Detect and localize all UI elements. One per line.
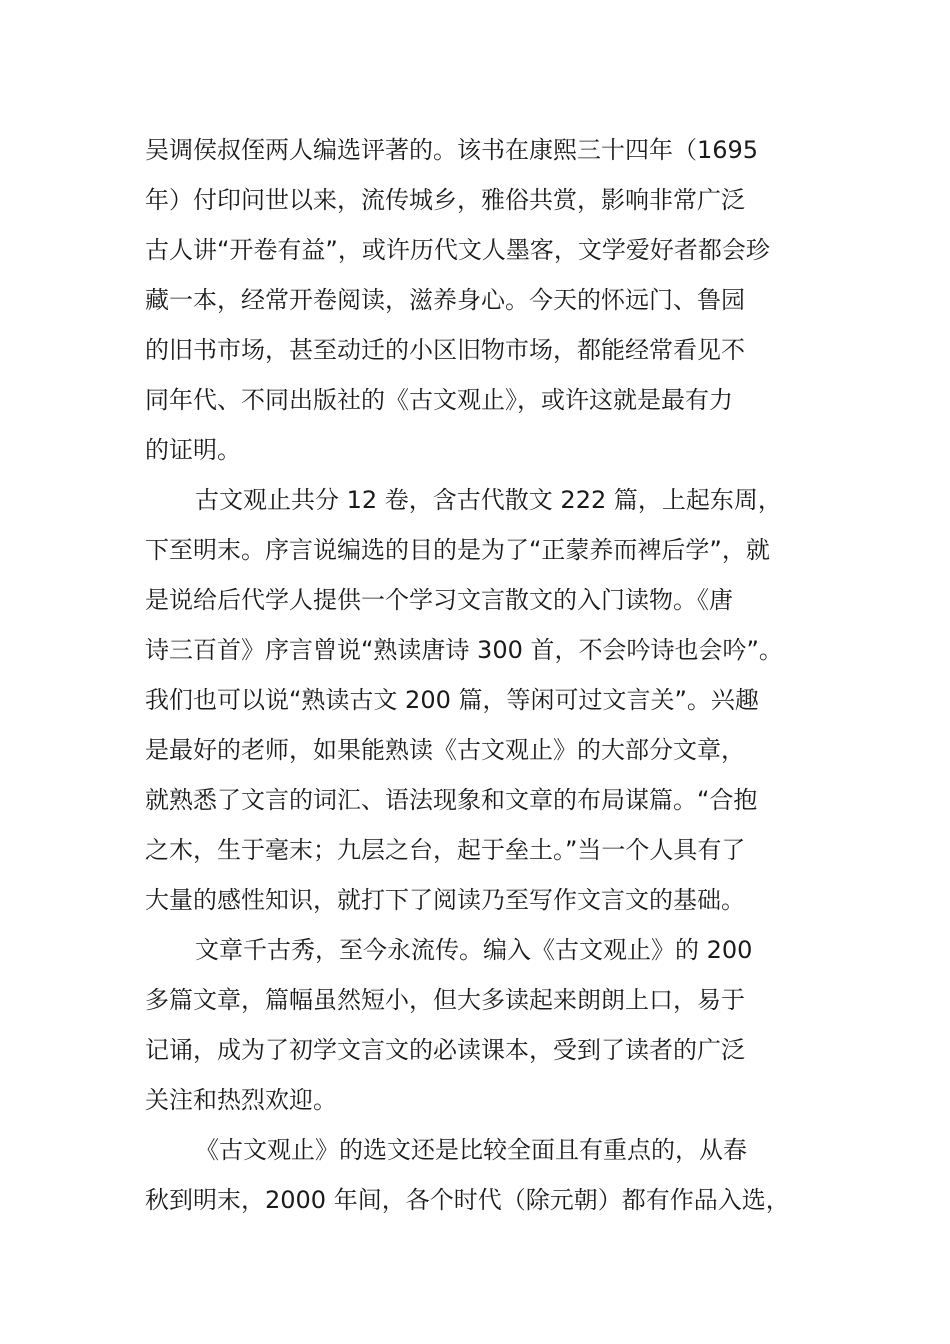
text-line: 秋到明末，2000 年间，各个时代（除元朝）都有作品入选， (145, 1186, 790, 1214)
text-line: 记诵，成为了初学文言文的必读课本，受到了读者的广泛 (145, 1036, 745, 1064)
text-line: 诗三百首》序言曾说“熟读唐诗 300 首，不会吟诗也会吟”。 (145, 636, 783, 664)
text-line: 古文观止共分 12 卷，含古代散文 222 篇，上起东周， (195, 486, 782, 514)
text-line: 是最好的老师，如果能熟读《古文观止》的大部分文章， (145, 736, 745, 764)
text-line: 大量的感性知识，就打下了阅读乃至写作文言文的基础。 (145, 886, 745, 914)
text-line: 同年代、不同出版社的《古文观止》，或许这就是最有力 (145, 386, 733, 414)
paragraph (145, 125, 815, 475)
text-line: 的旧书市场，甚至动迁的小区旧物市场，都能经常看见不 (145, 336, 745, 364)
paragraph (145, 475, 815, 925)
text-line: 之木，生于毫末；九层之台，起于垒土。”当一个人具有了 (145, 836, 746, 864)
text-line: 藏一本，经常开卷阅读，滋养身心。今天的怀远门、鲁园 (145, 286, 745, 314)
text-line: 吴调侯叔侄两人编选评著的。该书在康熙三十四年（1695 (145, 136, 759, 164)
document-body (145, 125, 815, 1225)
text-line: 年）付印问世以来，流传城乡，雅俗共赏，影响非常广泛 (145, 186, 745, 214)
text-line: 多篇文章，篇幅虽然短小，但大多读起来朗朗上口，易于 (145, 986, 745, 1014)
paragraph (145, 925, 815, 1125)
text-line: 我们也可以说“熟读古文 200 篇，等闲可过文言关”。兴趣 (145, 686, 759, 714)
text-line: 就熟悉了文言的词汇、语法现象和文章的布局谋篇。“合抱 (145, 786, 758, 814)
text-line: 下至明末。序言说编选的目的是为了“正蒙养而裨后学”，就 (145, 536, 770, 564)
text-line: 关注和热烈欢迎。 (145, 1086, 337, 1114)
text-line: 《古文观止》的选文还是比较全面且有重点的，从春 (195, 1136, 747, 1164)
text-line: 文章千古秀，至今永流传。编入《古文观止》的 200 (195, 936, 753, 964)
text-line: 的证明。 (145, 436, 241, 464)
paragraph (145, 1125, 815, 1225)
text-line: 古人讲“开卷有益”，或许历代文人墨客，文学爱好者都会珍 (145, 236, 770, 264)
text-line: 是说给后代学人提供一个学习文言散文的入门读物。《唐 (145, 586, 733, 614)
